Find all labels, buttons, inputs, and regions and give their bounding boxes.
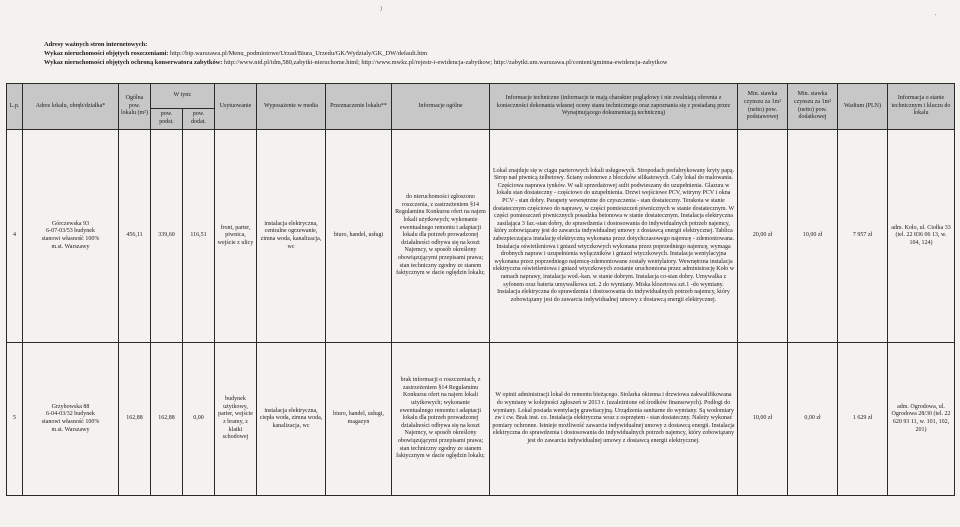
header-claims-line: Wykaz nieruchomości objętych roszczeniami: http://bip.warszawa.pl/Menu_podmiotowe/Urzad/Biura_Urzedu/GK/Wydzialy/GK_DW/default.htm (44, 50, 428, 58)
cell-area-extra: 0,00 (183, 343, 215, 496)
cell-purpose: biuro, handel, usługi, magazyn (326, 343, 392, 496)
col-area-main: pow. podst. (151, 109, 183, 130)
property-table (6, 83, 955, 496)
cell-total-area: 456,11 (119, 130, 151, 343)
cell-area-main: 162,88 (151, 343, 183, 496)
col-purpose: Przeznaczenie lokalu** (326, 84, 392, 130)
col-min-rate-main: Min. stawka czynszu za 1m² (netto) pow. podstawowej (738, 84, 788, 130)
cell-keys-info: adm. Ogrodowa, ul. Ogrodowa 28/30 (tel. 22 620 93 11, w. 101, 102, 201) (888, 343, 955, 496)
cell-deposit: 7 957 zł (838, 130, 888, 343)
cell-general-info: brak informacji o roszczeniach, z zastrzeżeniem §14 Regulaminu Konkursu ofert na najem lokali użytkowych; wykonanie ewentualnego remontu i adaptacji lokalu dla potrzeb prowadzonej działalności odbywa się na koszt Najemcy, w sposób określony obowiązującymi przepisami prawa; stan techniczny zgodny ze stanem faktycznym w dacie oględzin lokalu; (392, 343, 490, 496)
claims-link[interactable]: http://bip.warszawa.pl/Menu_podmiotowe/Urzad/Biura_Urzedu/GK/Wydzialy/GK_DW/default.htm (170, 50, 428, 58)
col-area-extra: pow. dodat. (183, 109, 215, 130)
cell-min-rate-main: 10,00 zł (738, 343, 788, 496)
cell-total-area: 162,88 (119, 343, 151, 496)
cell-location: budynek użytkowy, parter, wejście z bramy, z klatki schodowej (215, 343, 257, 496)
col-total-area: Ogólna pow. lokalu (m²) (119, 84, 151, 130)
col-min-rate-extra: Min. stawka czynszu za 1m² (netto) pow. dodatkowej (788, 84, 838, 130)
cell-min-rate-extra: 10,00 zł (788, 130, 838, 343)
cell-general-info: do nieruchomości zgłoszono roszczenia, z zastrzeżeniem §14 Regulaminu Konkursu ofert na najem lokali użytkowych; wykonanie ewentualnego remontu i adaptacji lokalu dla potrzeb prowadzonej działalności odbywa się na koszt Najemcy, w sposób określony obowiązującymi przepisami prawa; stan techniczny zgodny ze stanem faktycznym w dacie oględzin lokalu; (392, 130, 490, 343)
cell-purpose: biuro, handel, usługi (326, 130, 392, 343)
cell-technical-info: Lokal znajduje się w ciągu parterowych lokali usługowych. Stropodach prefabrykowany kryty papą. Strop nad piwnicą żelbetowy. Ściany osłonowe z bloczków silikatowych. Cały lokal do malowania. Częściowa naprawa tynków. W sali sprzedażowej sufit podwieszany do uzupełnienia. Glazura w lokalu stan dostateczny - częściowo do uzupełnienia. Drzwi wejściowe PCV, witryny PCV i okna PCV - stan dobry. Parapety wewnętrzne do czyszczenia - stan dostateczny. Terakota w stanie dostatecznym częściowo do naprawy, w części pomieszczeń piwnicznych w stanie dostatecznym. W części pomieszczeń piwnicznych posadzka betonowa w stanie dostatecznym. Instalacja elektryczna zasilająca 3 faz.-stan dobry, do sprawdzenia i dostosowania do indywidualnych potrzeb najemcy, który zobowiązany jest do zawarcia indywidualnej umowy z dostawcą energii elektrycznej. Tablica zabezpieczająca instalację elektryczną wykonana przez dotychczasowego najemcę - zdemontowana. Instalacja oświetleniowa i gniazd wtyczkowych wykonana przez poprzedniego najemcę, wymaga drobnych napraw i uzupełnienia wyłączników i gniazd wtyczkowych. Instalacja wentylacyjna wykonana przez poprzedniego najemcę-zdemontowane zostały wentylatory. Wewnętrzna instalacja elektryczna oświetleniowa i gniazd wtyczkowych zostanie uruchomiona przez administrację Koło w ramach naprawy, instalacja wod.-kan. w stanie dobrym. Instalacja co-stan dobry. Umywalka z syfonem oraz bateria umywalkowa szt. 2 do wymiany. Miska klozetowa szt.1 -do wymiany. Instalacja elektryczna do sprawdzenia i dostosowania do indywidualnych potrzeb najemcy, który zobowiązany jest do zawarcia indywidualnej umowy z dostawcą energii elektrycznej. (490, 130, 738, 343)
cell-address: Górczewska 93 6-07-03/53 budynek stanowi własność 100% m.st. Warszawy (23, 130, 119, 343)
header-monuments-line: Wykaz nieruchomości objętych ochroną konserwatora zabytków: http://www.nid.pl/idm,580,zabytki-nieruchome.html; http://www.mwkz.pl/rejestr-i-ewidencja-zabytkow; http://zabytki.um.warszawa.pl/content/gminna-ewidencja-zabytkow (44, 59, 668, 67)
col-address: Adres lokalu, obręb/działka* (23, 84, 119, 130)
scan-mark: ' (935, 14, 937, 20)
cell-area-main: 339,60 (151, 130, 183, 343)
col-deposit: Wadium (PLN) (838, 84, 888, 130)
cell-min-rate-extra: 0,00 zł (788, 343, 838, 496)
col-keys-info: Informacja o stanie technicznym i kluczu do lokalu (888, 84, 955, 130)
cell-location: front, parter, piwnica, wejście z ulicy (215, 130, 257, 343)
col-w-tym: W tym: (151, 84, 215, 109)
cell-lp: 4 (7, 130, 23, 343)
col-lp: L.p. (7, 84, 23, 130)
cell-address: Grzybowska 88 6-04-03/32 budynek stanowi własność 100% m.st. Warszawy (23, 343, 119, 496)
col-location: Usytuowanie (215, 84, 257, 130)
monuments-links[interactable]: http://www.nid.pl/idm,580,zabytki-nieruchome.html; http://www.mwkz.pl/rejestr-i-ewidencja-zabytkow; http://zabytki.um.warszawa.pl/content/gminna-ewidencja-zabytkow (224, 59, 668, 67)
cell-lp: 5 (7, 343, 23, 496)
cell-keys-info: adm. Koło, ul. Ciołka 33 (tel. 22 836 06 13, w. 104, 124) (888, 130, 955, 343)
header-title: Adresy ważnych stron internetowych: (44, 41, 148, 48)
document-header (44, 40, 944, 68)
cell-technical-info: W opinii administracji lokal do remontu bieżącego. Stolarka okienna i drzwiowa zakwalifikowana do wymiany w kolejności zgłoszeń w 2013 r. (uzależnione od środków finansowych). Podłogi do wymiany. Lokal posiada wentylację grawitacyjną. Urządzenia sanitarne do wymiany. Są wodomiary zw i cw. Brak inst. co. Instalacja elektryczna wraz z osprzętem - stan dostateczny. Należy wykonać pomiary ochronne. Istnieje możliwość zawarcia indywidualnej umowy z dostawcą energii. Instalacja elektryczna do sprawdzenia i dostosowania do indywidualnych potrzeb najemcy, który zobowiązany jest do zawarcia indywidualnej umowy z dostawcą energii elektrycznej. (490, 343, 738, 496)
col-equipment: Wyposażenie w media (257, 84, 326, 130)
scan-mark: ) (380, 6, 382, 12)
cell-equipment: instalacja elektryczna, centralne ogrzewanie, zimna woda, kanalizacja, wc (257, 130, 326, 343)
table-row (7, 343, 955, 496)
cell-equipment: instalacja elektryczna, ciepła woda, zimna woda, kanalizacja, wc (257, 343, 326, 496)
col-technical-info: Informacje techniczne (informacje te mają charakter poglądowy i nie zwalniają oferenta z konieczności dokonania własnej oceny stanu technicznego oraz zapoznania się z posiadaną przez Wynajmującego dokumentacją techniczną) (490, 84, 738, 130)
table-row (7, 130, 955, 343)
cell-min-rate-main: 20,00 zł (738, 130, 788, 343)
cell-deposit: 1 629 zł (838, 343, 888, 496)
cell-area-extra: 116,51 (183, 130, 215, 343)
col-general-info: Informacje ogólne (392, 84, 490, 130)
